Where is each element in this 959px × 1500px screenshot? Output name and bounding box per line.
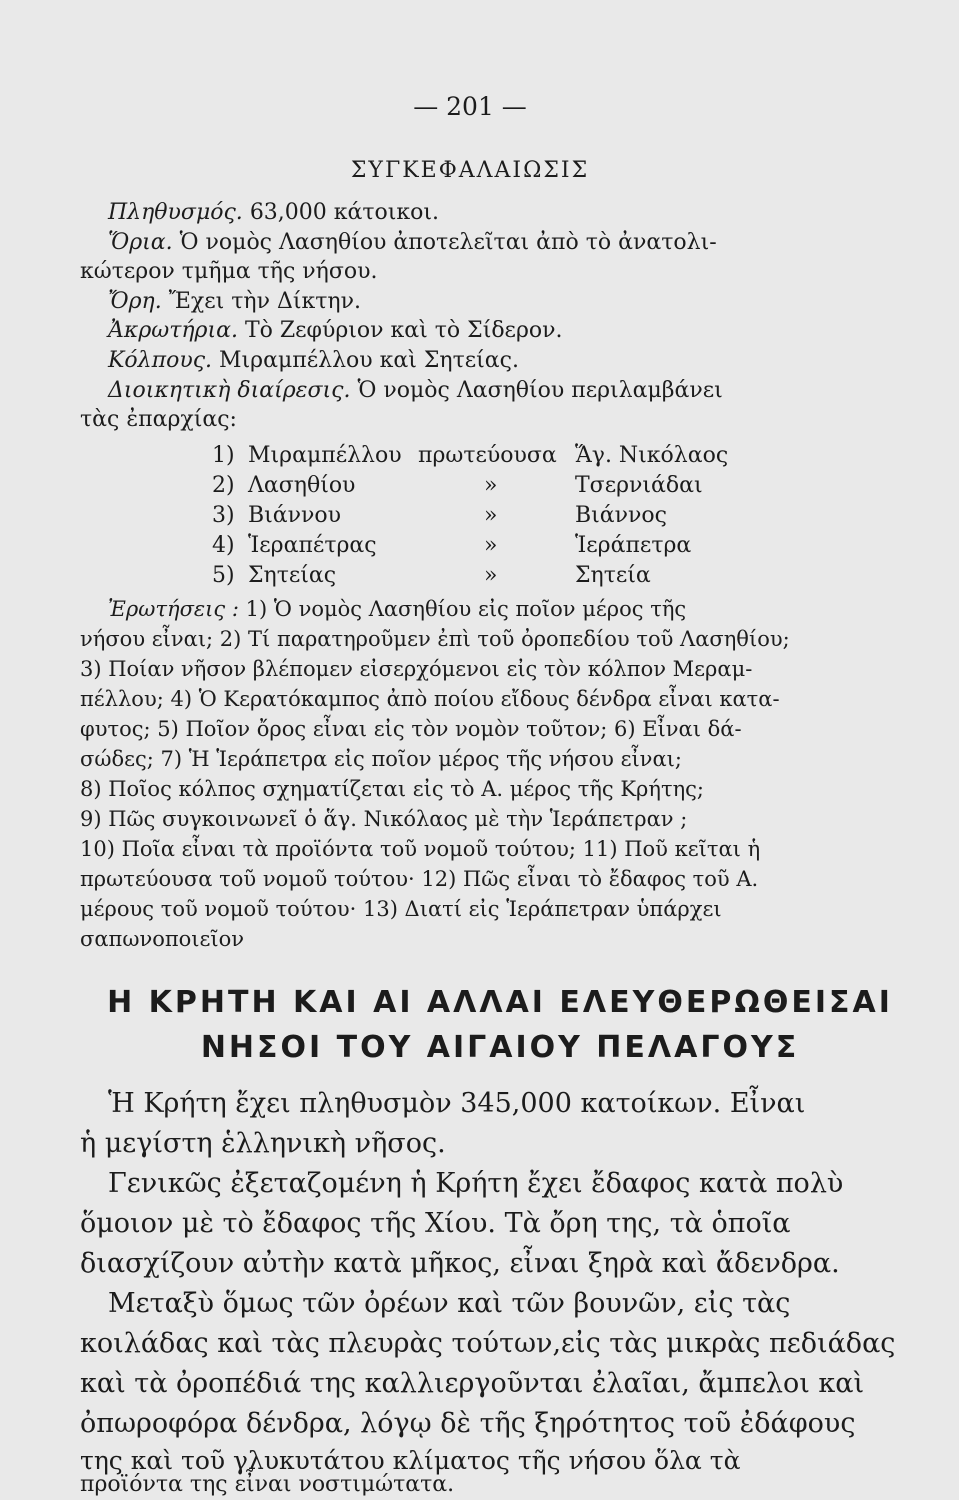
summary-line (108, 228, 717, 258)
question-line: σώδες; 7) Ἡ Ἱεράπετρα εἰς ποῖον μέρος τῆς νήσου εἶναι; (80, 747, 682, 771)
question-line (108, 594, 686, 624)
summary-text: Μιραμπέλλου καὶ Σητείας. (219, 348, 519, 373)
summary-line (108, 287, 361, 317)
summary-label: Διοικητικὴ διαίρεσις. (108, 378, 351, 403)
summary-label: Κόλπους. (108, 348, 213, 373)
body-line: προϊόντα της εἶναι νοστιμώτατα. (80, 1472, 455, 1497)
province-name: Λασηθίου (248, 473, 356, 498)
province-capital: Τσερνιάδαι (575, 473, 703, 498)
summary-text: Τὸ Ζεφύριον καὶ τὸ Σίδερον. (244, 318, 563, 343)
summary-text: τὰς ἐπαρχίας: (80, 407, 237, 432)
question-line: πέλλου; 4) Ὁ Κερατόκαμπος ἀπὸ ποίου εἴδους δένδρα εἶναι κατα- (80, 687, 780, 711)
province-name: Σητείας (248, 563, 337, 588)
summary-line (108, 198, 439, 228)
province-mark: » (484, 503, 498, 528)
summary-line (80, 405, 237, 435)
question-line: 8) Ποῖος κόλπος σχηματίζεται εἰς τὸ Α. μέρος τῆς Κρήτης; (80, 777, 704, 801)
question-text: 1) Ὁ νομὸς Λασηθίου εἰς ποῖον μέρος τῆς (245, 597, 687, 621)
summary-label: Ὅρια. (108, 230, 173, 255)
summary-line (108, 346, 519, 376)
province-num: 2) (212, 473, 235, 498)
body-line: Μεταξὺ ὅμως τῶν ὀρέων καὶ τῶν βουνῶν, εἰς τὰς (108, 1288, 791, 1319)
province-capital: Σητεία (575, 563, 651, 588)
questions-label: Ἐρωτήσεις : (108, 597, 239, 621)
question-line: νήσου εἶναι; 2) Τί παρατηροῦμεν ἐπὶ τοῦ ὀροπεδίου τοῦ Λασηθίου; (80, 627, 790, 651)
question-line: 9) Πῶς συγκοινωνεῖ ὁ ἅγ. Νικόλαος μὲ τὴν Ἱεράπετραν ; (80, 807, 688, 831)
summary-text: κώτερον τμῆμα τῆς νήσου. (80, 259, 378, 284)
summary-line (108, 316, 563, 346)
summary-line (108, 376, 723, 406)
page-number: — 201 — (413, 92, 527, 121)
province-mark: πρωτεύουσα (418, 443, 557, 468)
question-line: μέρους τοῦ νομοῦ τούτου· 13) Διατί εἰς Ἱεράπετραν ὑπάρχει (80, 897, 722, 921)
province-capital: Ἅγ. Νικόλαος (575, 443, 729, 468)
summary-title: ΣΥΓΚΕΦΑΛΑΙΩΣΙΣ (350, 158, 590, 183)
province-num: 3) (212, 503, 235, 528)
question-line: πρωτεύουσα τοῦ νομοῦ τούτου· 12) Πῶς εἶναι τὸ ἔδαφος τοῦ Α. (80, 867, 759, 891)
chapter-heading: ΝΗΣΟΙ ΤΟΥ ΑΙΓΑΙΟΥ ΠΕΛΑΓΟΥΣ (200, 1030, 800, 1065)
summary-label: Πληθυσμός. (108, 200, 243, 225)
question-line: 3) Ποίαν νῆσον βλέπομεν εἰσερχόμενοι εἰς τὸν κόλπον Μεραμ- (80, 657, 753, 681)
province-name: Ἱεραπέτρας (248, 533, 377, 558)
summary-text: Ἔχει τὴν Δίκτην. (168, 289, 361, 314)
summary-text: Ὁ νομὸς Λασηθίου περιλαμβάνει (357, 378, 723, 403)
summary-label: Ὄρη. (108, 289, 162, 314)
body-line: της καὶ τοῦ γλυκυτάτου κλίματος τῆς νήσου ὅλα τὰ (80, 1446, 741, 1475)
province-name: Βιάννου (248, 503, 342, 528)
chapter-heading: Η ΚΡΗΤΗ ΚΑΙ ΑΙ ΑΛΛΑΙ ΕΛΕΥΘΕΡΩΘΕΙΣΑΙ (107, 985, 893, 1020)
body-line: ὅμοιον μὲ τὸ ἔδαφος τῆς Χίου. Τὰ ὄρη της, τὰ ὁποῖα (80, 1208, 791, 1239)
province-num: 5) (212, 563, 235, 588)
summary-text: 63,000 κάτοικοι. (249, 200, 440, 225)
summary-label: Ἀκρωτήρια. (108, 318, 238, 343)
question-line: 10) Ποῖα εἶναι τὰ προϊόντα τοῦ νομοῦ τούτου; 11) Ποῦ κεῖται ἡ (80, 837, 761, 861)
province-num: 4) (212, 533, 235, 558)
province-mark: » (484, 563, 498, 588)
province-name: Μιραμπέλλου (248, 443, 402, 468)
body-line: διασχίζουν αὐτὴν κατὰ μῆκος, εἶναι ξηρὰ καὶ ἄδενδρα. (80, 1248, 840, 1279)
summary-text: Ὁ νομὸς Λασηθίου ἀποτελεῖται ἀπὸ τὸ ἀνατολι- (179, 230, 717, 255)
province-capital: Βιάννος (575, 503, 667, 528)
body-line: ὀπωροφόρα δένδρα, λόγῳ δὲ τῆς ξηρότητος τοῦ ἐδάφους (80, 1408, 856, 1439)
province-num: 1) (212, 443, 235, 468)
province-mark: » (484, 533, 498, 558)
province-mark: » (484, 473, 498, 498)
body-line: κοιλάδας καὶ τὰς πλευρὰς τούτων,εἰς τὰς μικρὰς πεδιάδας (80, 1328, 896, 1359)
body-line: καὶ τὰ ὀροπέδιά της καλλιεργοῦνται ἐλαῖαι, ἄμπελοι καὶ (80, 1368, 865, 1399)
body-line: Ἡ Κρήτη ἔχει πληθυσμὸν 345,000 κατοίκων. Εἶναι (108, 1088, 806, 1119)
question-line: φυτος; 5) Ποῖον ὄρος εἶναι εἰς τὸν νομὸν τοῦτον; 6) Εἶναι δά- (80, 717, 742, 741)
question-line: σαπωνοποιεῖον (80, 927, 245, 951)
body-line: Γενικῶς ἐξεταζομένη ἡ Κρήτη ἔχει ἔδαφος κατὰ πολὺ (108, 1168, 844, 1199)
body-line: ἡ μεγίστη ἑλληνικὴ νῆσος. (80, 1128, 446, 1159)
province-capital: Ἱεράπετρα (575, 533, 692, 558)
summary-line (80, 257, 377, 287)
